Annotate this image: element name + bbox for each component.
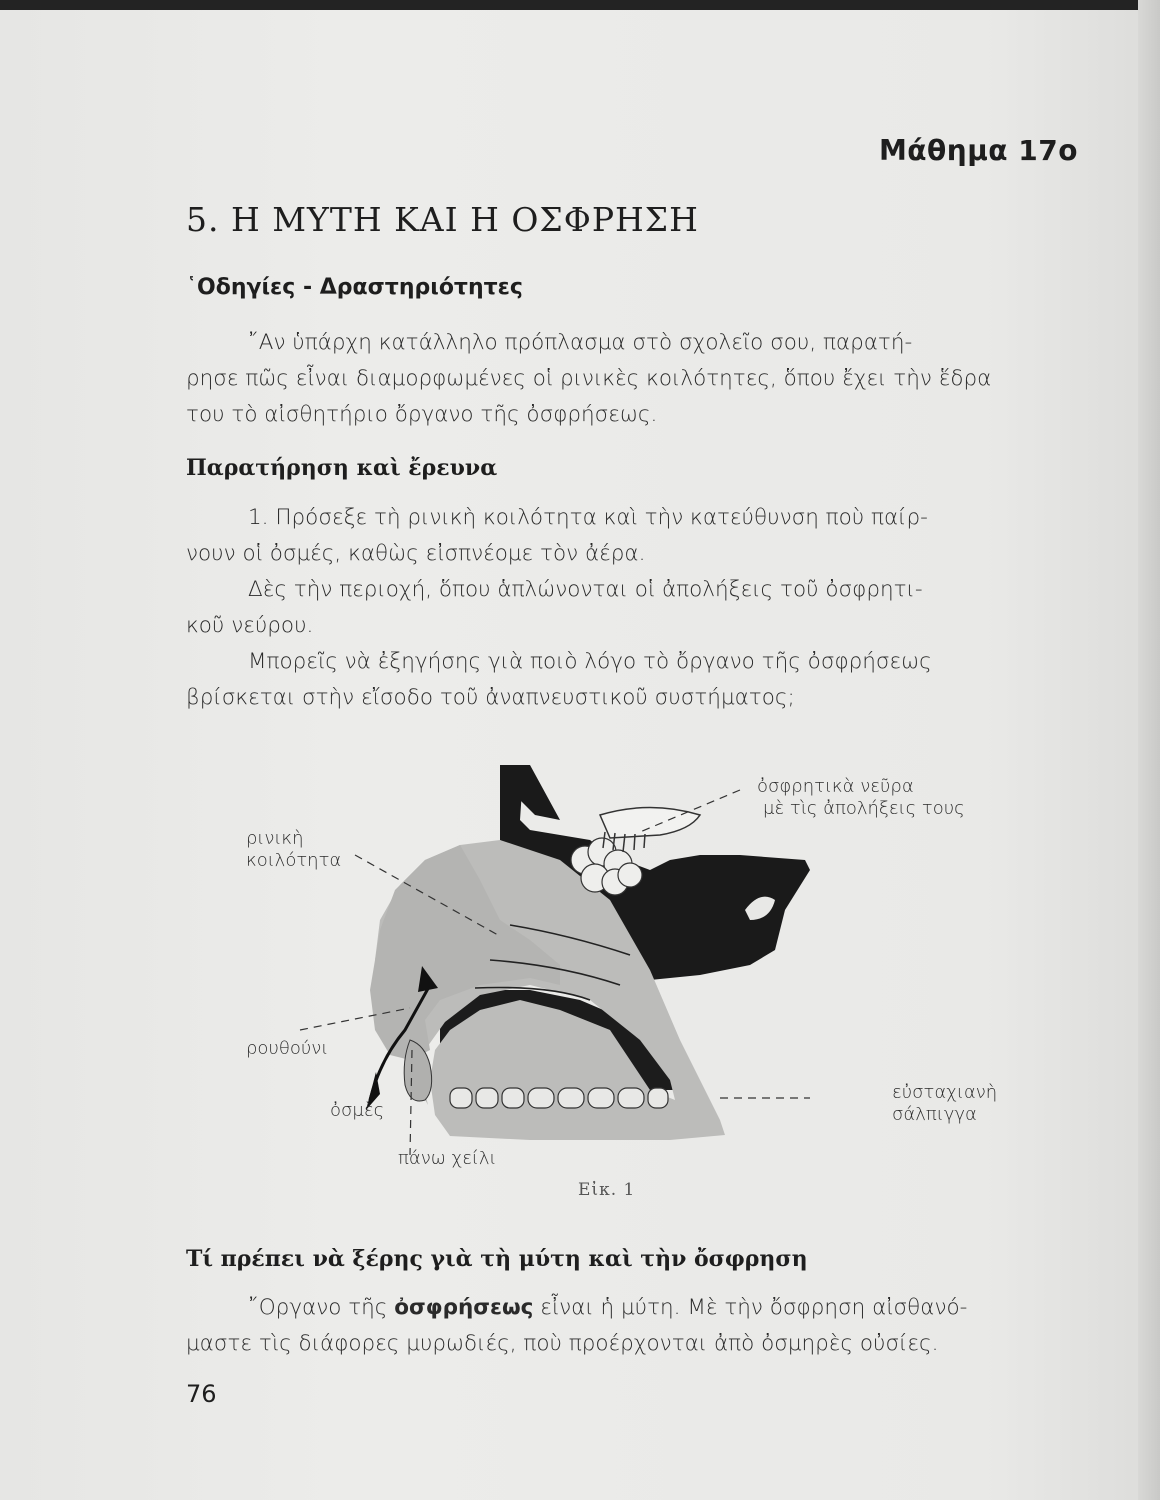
label-line: κοιλότητα — [246, 850, 342, 871]
label-upper-lip: πάνω χείλι — [398, 1148, 497, 1169]
label-line: ρινικὴ — [246, 828, 304, 849]
instructions-paragraph — [186, 325, 1076, 433]
bold-term: ὀσφρήσεως — [394, 1295, 534, 1320]
text-line: μαστε τὶς διάφορες μυρωδιές, ποὺ προέρχονται ἀπὸ ὀσμηρὲς οὐσίες. — [186, 1331, 939, 1356]
observation-paragraph — [186, 500, 1076, 716]
label-nasal-cavity — [246, 828, 341, 872]
page-number: 76 — [186, 1380, 217, 1408]
label-olfactory-nerves — [757, 776, 965, 820]
text-line: κοῦ νεύρου. — [186, 613, 314, 638]
text-line: ῎Αν ὑπάρχη κατάλληλο πρόπλασμα στὸ σχολεῖο σου, παρατή- — [248, 330, 913, 355]
text-span: εἶναι ἡ μύτη. Μὲ τὴν ὄσφρηση αἰσθανό- — [533, 1295, 968, 1320]
label-line: εὐσταχιανὴ — [892, 1082, 998, 1103]
page-top-edge — [0, 0, 1160, 10]
section-heading-observation: Παρατήρηση καὶ ἔρευνα — [186, 455, 498, 481]
text-line: του τὸ αἰσθητήριο ὄργανο τῆς ὀσφρήσεως. — [186, 402, 658, 427]
text-span: ῎Οργανο τῆς — [248, 1295, 395, 1320]
text-line: νουν οἱ ὀσμές, καθὼς εἰσπνέομε τὸν ἀέρα. — [186, 541, 646, 566]
section-heading-instructions: ῾Οδηγίες - Δραστηριότητες — [186, 275, 523, 300]
label-line: μὲ τὶς ἀπολήξεις τους — [763, 798, 965, 819]
figure-caption: Εἰκ. 1 — [578, 1180, 636, 1200]
text-line: Μπορεῖς νὰ ἐξηγήσης γιὰ ποιὸ λόγο τὸ ὄργανο τῆς ὀσφρήσεως — [248, 649, 932, 674]
text-line: Δὲς τὴν περιοχή, ὅπου ἁπλώνονται οἱ ἀπολήξεις τοῦ ὀσφρητι- — [248, 577, 923, 602]
label-eustachian-tube — [892, 1082, 997, 1126]
lesson-number: Μάθημα 17ο — [878, 134, 1078, 167]
label-line: σάλπιγγα — [892, 1104, 977, 1125]
label-line: ὀσφρητικὰ νεῦρα — [757, 776, 914, 797]
summary-paragraph — [186, 1290, 1076, 1362]
section-heading-what-to-know: Τί πρέπει νὰ ξέρης γιὰ τὴ μύτη καὶ τὴν ὄσφρηση — [186, 1246, 808, 1272]
text-line — [186, 1290, 1076, 1326]
text-line: 1. Πρόσεξε τὴ ρινικὴ κοιλότητα καὶ τὴν κατεύθυνση ποὺ παίρ- — [248, 505, 928, 530]
label-odors: ὀσμὲς — [330, 1100, 385, 1121]
chapter-title: 5. Η ΜΥΤΗ ΚΑΙ Η ΟΣΦΡΗΣΗ — [186, 200, 699, 239]
text-line: ρησε πῶς εἶναι διαμορφωμένες οἱ ρινικὲς κοιλότητες, ὅπου ἔχει τὴν ἕδρα — [186, 366, 992, 391]
text-line: βρίσκεται στὴν εἴσοδο τοῦ ἀναπνευστικοῦ συστήματος; — [186, 685, 795, 710]
nose-cross-section-diagram — [230, 760, 810, 1170]
label-nostril: ρουθούνι — [246, 1038, 329, 1059]
page-spine-shadow — [1138, 0, 1160, 1500]
